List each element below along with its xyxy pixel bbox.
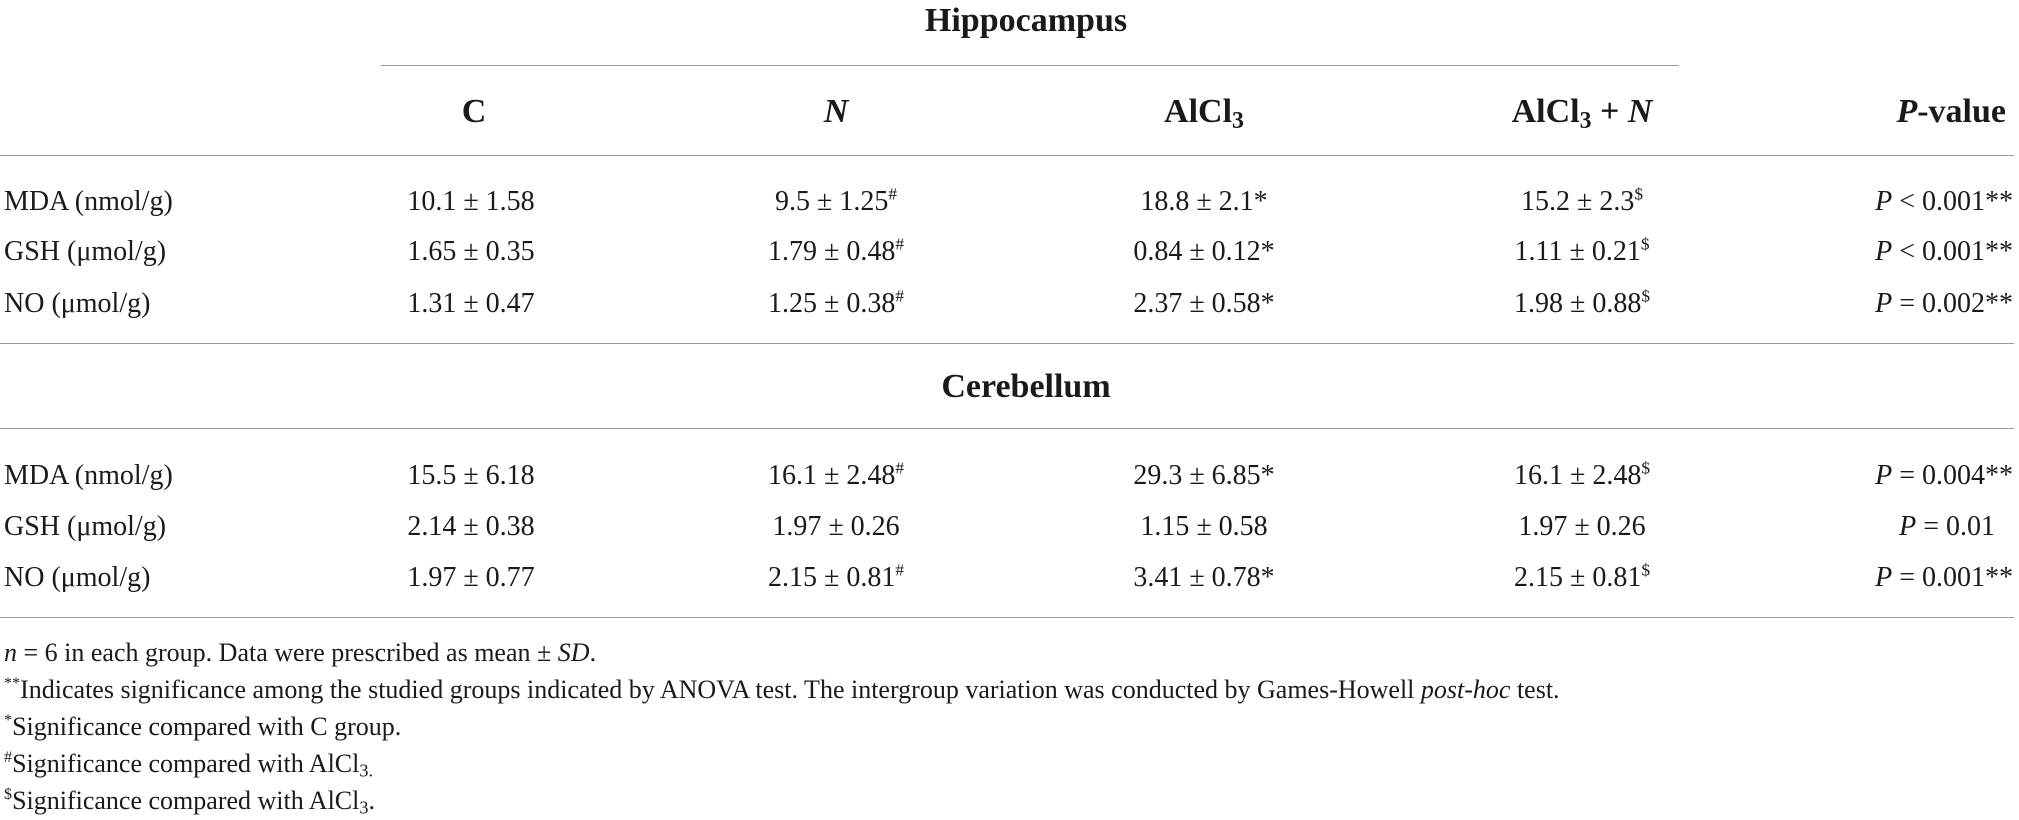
footnote-mid: = 6 in each group. Data were prescribed as mean ± [17, 638, 558, 667]
footnote-sample-size [4, 640, 596, 666]
cell-alcl3-n [1513, 286, 1651, 319]
cell-p-symbol: P [1875, 562, 1893, 593]
column-header-alcl3-n [1511, 93, 1653, 134]
cell-alcl3-n [1518, 513, 1645, 541]
cell-c: 15.5 ± 6.18 [407, 460, 535, 491]
cell-p-value [1875, 564, 2013, 592]
footnote-sub: 3. [359, 760, 374, 781]
alcl3-subscript: 3 [1232, 107, 1244, 134]
cell-n [774, 184, 898, 217]
cell-n-value: 1.79 ± 0.48 [767, 236, 896, 267]
footnote-text: Significance compared with AlCl [12, 786, 360, 815]
row-parameter: GSH (μmol/g) [4, 511, 167, 542]
cell-n [772, 513, 899, 541]
row-parameter: MDA (nmol/g) [4, 460, 173, 491]
column-header-c: C [461, 93, 487, 130]
cell-n-value: 2.15 ± 0.81 [767, 562, 896, 593]
cell-n-mark: # [895, 234, 905, 254]
cell-aln-value: 1.98 ± 0.88 [1513, 288, 1642, 319]
cell-p-value [1875, 290, 2013, 318]
row-parameter: MDA (nmol/g) [4, 186, 173, 217]
cell-p-value [1875, 462, 2013, 490]
row-parameter: NO (μmol/g) [4, 562, 151, 593]
cell-p-rest: = 0.002** [1892, 288, 2013, 319]
cell-p-value [1899, 513, 1995, 541]
cell-p-symbol: P [1875, 460, 1893, 491]
cell-alcl3: 0.84 ± 0.12* [1133, 236, 1275, 267]
cell-aln-mark: $ [1634, 184, 1644, 204]
p-value-rest: -value [1917, 93, 2006, 130]
footnote-end: test. [1510, 675, 1560, 704]
section-title-cerebellum: Cerebellum [941, 368, 1111, 405]
cell-aln-mark: $ [1641, 286, 1651, 306]
cell-p-rest: = 0.01 [1916, 511, 1995, 542]
cell-alcl3: 18.8 ± 2.1* [1140, 186, 1268, 217]
cell-c: 1.31 ± 0.47 [407, 288, 535, 319]
cell-n-value: 9.5 ± 1.25 [774, 186, 889, 217]
table-bottom-rule [0, 617, 2014, 618]
cell-alcl3-n [1513, 458, 1651, 491]
cell-n-mark: # [895, 458, 905, 478]
cell-n-mark: # [895, 560, 905, 580]
alcl3n-plus: + [1591, 93, 1628, 130]
cell-n [767, 234, 905, 267]
alcl3n-subscript: 3 [1579, 107, 1592, 134]
cell-c: 1.65 ± 0.35 [407, 236, 535, 267]
cell-p-symbol: P [1899, 511, 1917, 542]
cell-n [767, 560, 905, 593]
footnote-mark: # [4, 749, 13, 767]
row-parameter: GSH (μmol/g) [4, 236, 167, 267]
cell-aln-mark: $ [1640, 234, 1650, 254]
alcl3-base: AlCl [1164, 93, 1233, 130]
cell-p-rest: < 0.001** [1892, 186, 2013, 217]
cell-n-value: 1.97 ± 0.26 [772, 511, 900, 542]
footnote-end: . [368, 786, 375, 815]
cell-p-rest: = 0.001** [1892, 562, 2013, 593]
row-parameter: NO (μmol/g) [4, 288, 151, 319]
column-header-p-value [1896, 95, 2006, 129]
cell-p-rest: < 0.001** [1892, 236, 2013, 267]
section-divider [0, 428, 2014, 429]
cell-n [767, 286, 905, 319]
column-header-alcl3 [1164, 93, 1244, 134]
footnote-alcl3-hash [4, 749, 374, 781]
cell-aln-value: 1.11 ± 0.21 [1514, 236, 1641, 267]
footnote-n: n [4, 638, 17, 667]
cell-n-mark: # [888, 184, 898, 204]
footnote-sub: 3 [359, 797, 369, 818]
cell-p-symbol: P [1875, 288, 1893, 319]
cell-p-value [1875, 238, 2013, 266]
cell-p-rest: = 0.004** [1892, 460, 2013, 491]
cell-p-symbol: P [1875, 236, 1893, 267]
cell-aln-value: 1.97 ± 0.26 [1518, 511, 1646, 542]
cell-aln-mark: $ [1641, 560, 1651, 580]
footnote-sd: SD [557, 638, 590, 667]
cell-aln-value: 16.1 ± 2.48 [1513, 460, 1642, 491]
column-header-n: N [823, 93, 849, 130]
alcl3n-n: N [1627, 93, 1653, 130]
cell-n-value: 1.25 ± 0.38 [767, 288, 896, 319]
cell-n-mark: # [895, 286, 905, 306]
p-italic: P [1896, 93, 1918, 130]
footnote-text: Indicates significance among the studied groups indicated by ANOVA test. The intergroup variation was conducted by Games-Howell [20, 675, 1421, 704]
footnote-post-hoc: post-hoc [1420, 675, 1511, 704]
section-title-hippocampus: Hippocampus [924, 2, 1128, 39]
header-divider [0, 155, 2014, 156]
cell-alcl3-n [1520, 184, 1644, 217]
cell-aln-value: 2.15 ± 0.81 [1513, 562, 1642, 593]
footnote-c-group [4, 714, 401, 740]
cell-alcl3: 1.15 ± 0.58 [1140, 511, 1268, 542]
cell-alcl3-n [1514, 234, 1650, 267]
cell-aln-mark: $ [1641, 458, 1651, 478]
footnote-mark: ** [4, 675, 21, 693]
footnote-mark: * [4, 712, 13, 730]
footnote-mark: $ [4, 786, 13, 804]
cell-p-symbol: P [1875, 186, 1893, 217]
footnote-alcl3-dollar [4, 786, 375, 818]
cell-alcl3: 29.3 ± 6.85* [1133, 460, 1275, 491]
cell-c: 2.14 ± 0.38 [407, 511, 535, 542]
cell-aln-value: 15.2 ± 2.3 [1520, 186, 1635, 217]
cell-p-value [1875, 188, 2013, 216]
cell-alcl3-n [1513, 560, 1651, 593]
section-divider [0, 343, 2014, 344]
cell-alcl3: 2.37 ± 0.58* [1133, 288, 1275, 319]
section-divider [381, 65, 1679, 66]
cell-c: 10.1 ± 1.58 [407, 186, 535, 217]
cell-c: 1.97 ± 0.77 [407, 562, 535, 593]
cell-alcl3: 3.41 ± 0.78* [1133, 562, 1275, 593]
alcl3n-base: AlCl [1511, 93, 1580, 130]
footnote-text: Significance compared with C group. [12, 712, 402, 741]
cell-n-value: 16.1 ± 2.48 [767, 460, 896, 491]
footnote-anova [4, 677, 1560, 703]
cell-n [767, 458, 905, 491]
footnote-end: . [589, 638, 597, 667]
footnote-text: Significance compared with AlCl [12, 749, 360, 778]
